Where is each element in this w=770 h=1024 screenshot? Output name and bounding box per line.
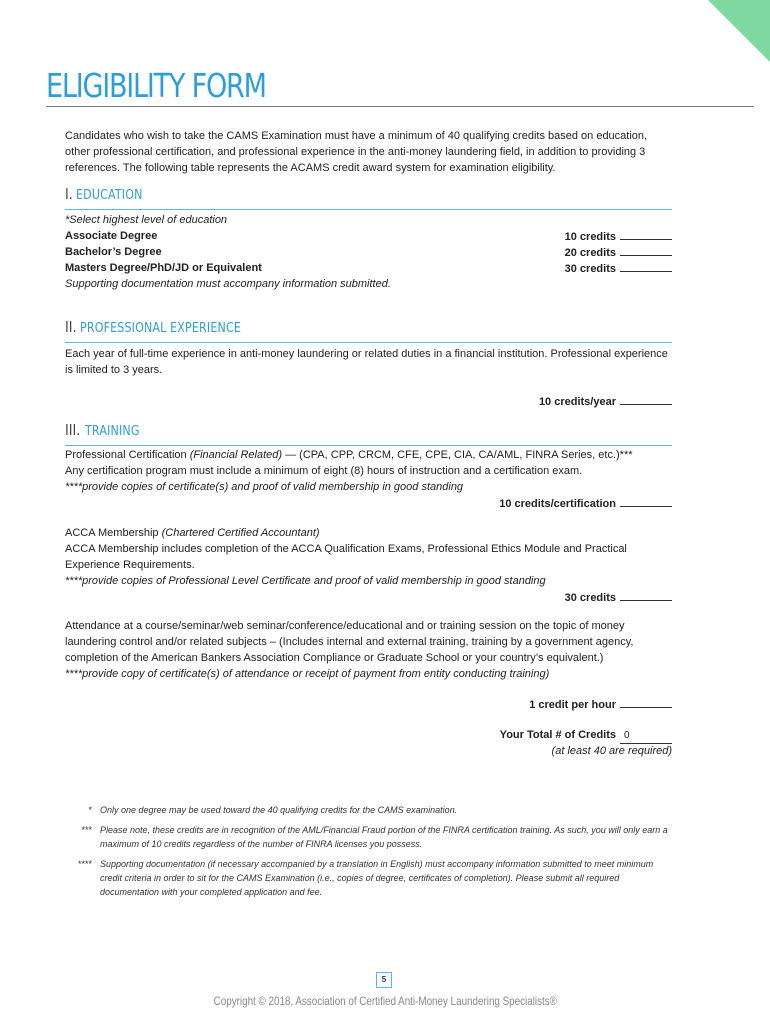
education-select-note: *Select highest level of education — [65, 214, 228, 226]
education-item-name: Associate Degree — [65, 230, 158, 242]
certification-subtitle: (Financial Related) — [189, 449, 283, 461]
footnotes — [66, 803, 676, 905]
footnote — [66, 803, 676, 817]
credits-entry-field[interactable] — [620, 228, 672, 240]
page-title: ELIGIBILITY FORM — [46, 66, 266, 105]
education-item-name: Masters Degree/PhD/JD or Equivalent — [65, 262, 262, 274]
footnote-mark: *** — [81, 825, 92, 835]
experience-credits-row — [65, 393, 672, 410]
education-item-credits: 20 credits — [564, 247, 616, 259]
training-attendance-block — [65, 618, 672, 682]
credits-entry-field[interactable] — [620, 495, 672, 507]
training-certification-block — [65, 447, 672, 512]
credits-entry-field[interactable] — [620, 696, 672, 708]
title-divider — [46, 106, 754, 107]
education-item-credits: 10 credits — [564, 231, 616, 243]
acca-subtitle: (Chartered Certified Accountant) — [161, 527, 320, 539]
education-support-note: Supporting documentation must accompany information submitted. — [65, 278, 391, 290]
acca-title: ACCA Membership — [65, 527, 162, 539]
copyright-text: Copyright © 2018, Association of Certified Anti-Money Laundering Specialists® — [213, 994, 557, 1008]
certification-note: ****provide copies of certificate(s) and proof of valid membership in good standing — [65, 481, 464, 493]
experience-text: Each year of full-time experience in anti-money laundering or related duties in a financial institution. Professional experience is limited to 3 years. — [65, 348, 668, 376]
education-item — [65, 244, 672, 260]
footnote-text: Supporting documentation (if necessary accompanied by a translation in English) must accompany information submitted to meet minimum credit criteria in order to sit for the CAMS Examination (i.e., copies of degree, certificates of completion). Please submit all required documentation with your completed application and fee. — [100, 859, 654, 897]
total-credits-field[interactable]: 0 — [620, 730, 672, 744]
certification-list: — (CPA, CPP, CRCM, CFE, CPE, CIA, CA/AML, FINRA Series, etc.)*** — [282, 449, 633, 461]
acca-credits: 30 credits — [564, 592, 616, 604]
total-credits-row — [65, 727, 672, 744]
experience-credits: 10 credits/year — [538, 396, 616, 408]
footnote-mark: * — [88, 805, 92, 815]
corner-decoration — [708, 0, 770, 62]
certification-credits-row — [65, 495, 672, 512]
intro-paragraph: Candidates who wish to take the CAMS Examination must have a minimum of 40 qualifying credits based on education, other professional certification, and professional experience in the anti-money laundering field, in addition to providing 3 references. The following table represents the ACAMS credit award system for examination eligibility. — [65, 130, 648, 174]
section-number: I. — [65, 185, 73, 203]
acca-note: ****provide copies of Professional Level Certificate and proof of valid membership in good standing — [65, 575, 546, 587]
training-acca-block — [65, 525, 672, 606]
section-education-header — [65, 185, 672, 210]
section-label: TRAINING — [84, 423, 140, 439]
acca-title-line — [65, 525, 672, 541]
section-label: PROFESSIONAL EXPERIENCE — [80, 320, 242, 336]
footer-copyright — [0, 994, 770, 1008]
education-item-credits: 30 credits — [564, 263, 616, 275]
section-label: EDUCATION — [75, 187, 143, 203]
credits-entry-field[interactable] — [620, 393, 672, 405]
credits-entry-field[interactable] — [620, 260, 672, 272]
certification-credits: 10 credits/certification — [499, 498, 616, 510]
education-item-name: Bachelor’s Degree — [65, 246, 162, 258]
total-label: Your Total # of Credits — [499, 729, 616, 741]
section-experience-header — [65, 318, 672, 343]
footnote — [66, 857, 676, 899]
certification-title: Professional Certification — [65, 449, 187, 461]
section-number: II. — [65, 318, 77, 336]
section-number: III. — [65, 421, 81, 439]
section-training-header — [65, 421, 672, 446]
education-item — [65, 228, 672, 244]
credits-entry-field[interactable] — [620, 244, 672, 256]
education-item — [65, 260, 672, 276]
certification-line — [65, 447, 672, 463]
attendance-description: Attendance at a course/seminar/web seminar/conference/educational and or training session on the topic of money laundering control and/or related subjects – (Includes internal and external training, training by a government agency, completion of the American Bankers Association Compliance or Graduate School or your country’s equivalent.) — [65, 620, 634, 664]
footnote — [66, 823, 676, 851]
acca-credits-row — [65, 589, 672, 606]
education-block — [65, 212, 672, 292]
footnote-text: Please note, these credits are in recognition of the AML/Financial Fraud portion of the FINRA certification training. As such, you will only earn a maximum of 10 credits regardless of the number of FINRA licenses you possess. — [100, 825, 668, 849]
page-number: 5 — [376, 972, 392, 988]
acca-description: ACCA Membership includes completion of the ACCA Qualification Exams, Professional Ethics Module and Practical Experience Requirements. — [65, 543, 627, 571]
total-requirement-note: (at least 40 are required) — [551, 745, 672, 757]
certification-requirement: Any certification program must include a minimum of eight (8) hours of instruction and a certification exam. — [65, 465, 583, 477]
attendance-note: ****provide copy of certificate(s) of attendance or receipt of payment from entity conducting training) — [65, 668, 550, 680]
footnote-text: Only one degree may be used toward the 40 qualifying credits for the CAMS examination. — [100, 805, 458, 815]
attendance-credits: 1 credit per hour — [529, 699, 616, 711]
credits-entry-field[interactable] — [620, 589, 672, 601]
footnote-mark: **** — [77, 859, 92, 869]
attendance-credits-row — [65, 696, 672, 713]
